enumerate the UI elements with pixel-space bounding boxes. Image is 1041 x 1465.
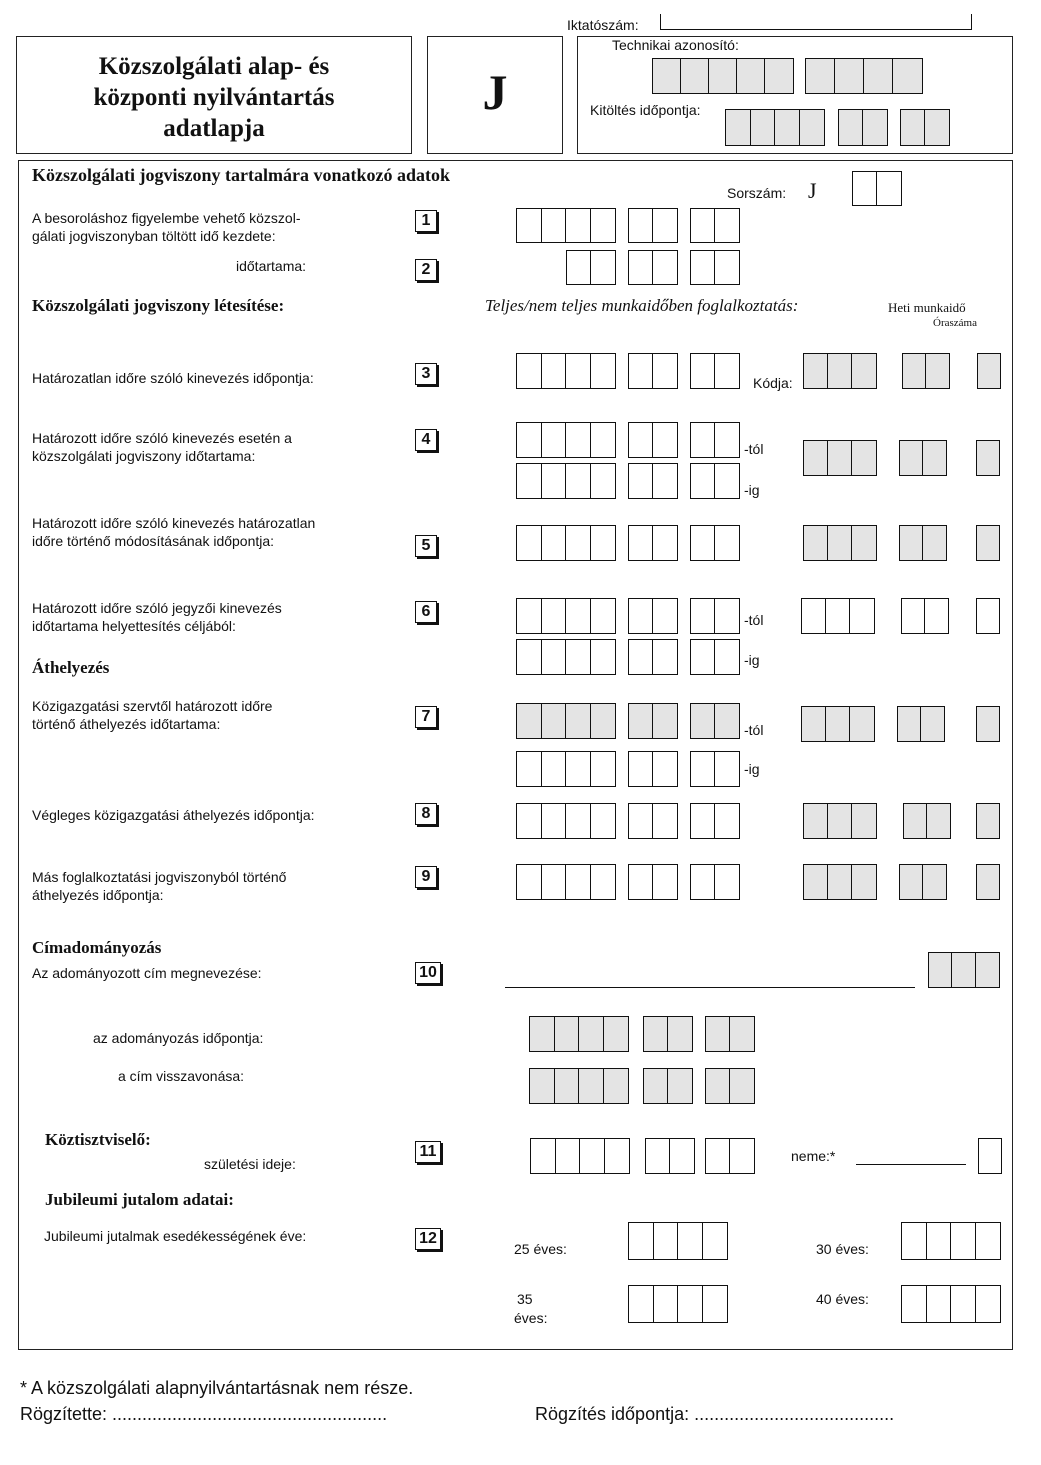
row5-label: Határozott időre szóló kinevezés határozatlan időre történő módosításának időpontja: [32, 515, 316, 549]
row9-year[interactable] [516, 864, 616, 900]
title-name-line[interactable] [505, 987, 915, 988]
row7-to-month[interactable] [628, 751, 678, 787]
fill-date-month[interactable] [838, 109, 888, 146]
title-line1: Közszolgálati alap- és [98, 53, 330, 80]
fill-date-label: Kitöltés időpontja: [590, 102, 701, 118]
row3-code[interactable] [803, 353, 877, 389]
row4-label: Határozott időre szóló kinevezés esetén a közszolgálati jogviszony időtartama: [32, 430, 292, 464]
row-number-5: 5 [415, 535, 437, 557]
tech-id-group-2[interactable] [805, 58, 923, 94]
row6-hours[interactable] [901, 598, 949, 634]
y40-field[interactable] [901, 1285, 1001, 1323]
row12-label: Jubileumi jutalmak esedékességének éve: [44, 1228, 307, 1244]
row6-code[interactable] [801, 598, 875, 634]
row4-to-year[interactable] [516, 463, 616, 499]
row9-code[interactable] [803, 864, 877, 900]
row8-year[interactable] [516, 803, 616, 839]
form-letter-box [427, 36, 563, 154]
row2-months[interactable] [628, 250, 678, 285]
row8-hours[interactable] [903, 803, 951, 839]
row-number-7: 7 [415, 706, 437, 728]
row4-extra[interactable] [976, 440, 1000, 476]
adom-day[interactable] [705, 1016, 755, 1052]
rogzitette-field[interactable]: Rögzítette: ....................................................... [20, 1404, 388, 1424]
row3-hours[interactable] [902, 353, 950, 389]
row2-days[interactable] [690, 250, 740, 285]
row7-code[interactable] [801, 706, 875, 742]
row9-day[interactable] [690, 864, 740, 900]
form-letter: J [482, 64, 508, 120]
row6-to-month[interactable] [628, 639, 678, 675]
row7-ig: -ig [744, 761, 760, 777]
row7-from-month[interactable] [628, 703, 678, 739]
row10-code[interactable] [928, 952, 1000, 988]
row9-extra[interactable] [976, 864, 1000, 900]
birth-day[interactable] [705, 1138, 755, 1174]
row6-extra[interactable] [976, 598, 1000, 634]
row-number-2: 2 [415, 259, 437, 281]
heti-heading-1: Heti munkaidő [888, 300, 966, 315]
row-number-8: 8 [415, 803, 437, 825]
sorszam-field[interactable] [852, 171, 902, 206]
row6-ig: -ig [744, 652, 760, 668]
row6-from-month[interactable] [628, 598, 678, 634]
birth-month[interactable] [645, 1138, 695, 1174]
row4-code[interactable] [803, 440, 877, 476]
row3-label: Határozatlan időre szóló kinevezés időpontja: [32, 370, 314, 386]
row1-year[interactable] [516, 208, 616, 243]
row-number-10: 10 [415, 962, 441, 984]
row5-day[interactable] [690, 525, 740, 561]
visszavonas-year[interactable] [529, 1068, 629, 1104]
visszavonas-month[interactable] [643, 1068, 693, 1104]
row2-years[interactable] [566, 250, 616, 285]
row4-to-day[interactable] [690, 463, 740, 499]
row7-extra[interactable] [976, 706, 1000, 742]
row8-day[interactable] [690, 803, 740, 839]
row4-ig: -ig [744, 482, 760, 498]
row8-month[interactable] [628, 803, 678, 839]
kodja-label: Kódja: [753, 375, 793, 391]
neme-line[interactable] [856, 1164, 966, 1165]
row6-label: Határozott időre szóló jegyzői kinevezés időtartama helyettesítés céljából: [32, 600, 282, 634]
row11-label: születési ideje: [204, 1156, 296, 1172]
row9-month[interactable] [628, 864, 678, 900]
y30-field[interactable] [901, 1222, 1001, 1260]
row5-month[interactable] [628, 525, 678, 561]
row4-hours[interactable] [899, 440, 947, 476]
athelyezes-heading: Áthelyezés [32, 658, 110, 677]
row1-month[interactable] [628, 208, 678, 243]
row7-from-day[interactable] [690, 703, 740, 739]
row1-day[interactable] [690, 208, 740, 243]
neme-field[interactable] [978, 1138, 1002, 1174]
row8-label: Végleges közigazgatási áthelyezés időpontja: [32, 807, 315, 823]
rogzites-idopontja-field[interactable]: Rögzítés időpontja: ........................................ [535, 1404, 895, 1424]
teljes-heading: Teljes/nem teljes munkaidőben foglalkoztatás: [485, 296, 799, 315]
row7-hours[interactable] [897, 706, 945, 742]
row-number-12: 12 [415, 1228, 441, 1250]
row7-to-year[interactable] [516, 751, 616, 787]
row7-tol: -tól [744, 722, 764, 738]
row8-code[interactable] [803, 803, 877, 839]
row4-to-month[interactable] [628, 463, 678, 499]
row9-hours[interactable] [899, 864, 947, 900]
row3-year[interactable] [516, 353, 616, 389]
row6-from-day[interactable] [690, 598, 740, 634]
row5-code[interactable] [803, 525, 877, 561]
row-number-11: 11 [415, 1141, 441, 1163]
row-number-1: 1 [415, 210, 437, 232]
row1-label: A besoroláshoz figyelembe vehető közszol- gálati jogviszonyban töltött idő kezdete: [32, 210, 301, 244]
adom-month[interactable] [643, 1016, 693, 1052]
section-title: Közszolgálati jogviszony tartalmára vonatkozó adatok [32, 165, 450, 185]
row2-label: időtartama: [236, 258, 307, 274]
tech-id-label: Technikai azonosító: [612, 37, 739, 53]
row8-extra[interactable] [976, 803, 1000, 839]
row7-from-year[interactable] [516, 703, 616, 739]
y35-field[interactable] [628, 1285, 728, 1323]
fill-date-year[interactable] [725, 109, 825, 146]
fill-date-day[interactable] [900, 109, 950, 146]
row9-label: Más foglalkoztatási jogviszonyból történő áthelyezés időpontja: [32, 869, 287, 903]
row-number-3: 3 [415, 363, 437, 385]
row10-label: Az adományozott cím megnevezése: [32, 965, 262, 981]
visszavonas-label: a cím visszavonása: [118, 1068, 245, 1084]
row5-hours[interactable] [899, 525, 947, 561]
visszavonas-day[interactable] [705, 1068, 755, 1104]
koztisztviselo-heading: Köztisztviselő: [45, 1130, 151, 1149]
birth-year[interactable] [530, 1138, 630, 1174]
row-number-4: 4 [415, 429, 437, 451]
y25-label: 25 éves: [514, 1241, 567, 1257]
y25-field[interactable] [628, 1222, 728, 1260]
iktatoszam-label: Iktatószám: [567, 17, 639, 33]
cim-heading: Címadományozás [32, 938, 162, 957]
footer-note: * A közszolgálati alapnyilvántartásnak nem része. [20, 1378, 414, 1398]
row3-extra[interactable] [977, 353, 1001, 389]
row5-extra[interactable] [976, 525, 1000, 561]
title-line2: központi nyilvántartás [93, 84, 335, 111]
heti-heading-2: Óraszáma [933, 317, 977, 329]
row-number-6: 6 [415, 601, 437, 623]
title-box [16, 36, 412, 154]
row6-from-year[interactable] [516, 598, 616, 634]
neme-label: neme:* [791, 1148, 836, 1164]
row4-from-day[interactable] [690, 422, 740, 458]
row7-to-day[interactable] [690, 751, 740, 787]
row5-year[interactable] [516, 525, 616, 561]
adomanyozas-label: az adományozás időpontja: [93, 1030, 264, 1046]
letesites-heading: Közszolgálati jogviszony létesítése: [32, 296, 285, 315]
tech-id-group-1[interactable] [652, 58, 794, 94]
iktatoszam-field[interactable] [660, 14, 972, 30]
y30-label: 30 éves: [816, 1241, 869, 1257]
title-line3: adatlapja [163, 115, 265, 142]
row3-month[interactable] [628, 353, 678, 389]
row6-to-day[interactable] [690, 639, 740, 675]
row6-tol: -tól [744, 612, 764, 628]
y35-label: 35 éves: [514, 1291, 548, 1326]
row4-from-year[interactable] [516, 422, 616, 458]
row4-from-month[interactable] [628, 422, 678, 458]
sorszam-value: J [808, 178, 817, 203]
row4-tol: -tól [744, 441, 764, 457]
row6-to-year[interactable] [516, 639, 616, 675]
row3-day[interactable] [690, 353, 740, 389]
jubileumi-heading: Jubileumi jutalom adatai: [45, 1190, 234, 1209]
row-number-9: 9 [415, 866, 437, 888]
sorszam-label: Sorszám: [727, 185, 787, 201]
row7-label: Közigazgatási szervtől határozott időre történő áthelyezés időtartama: [32, 698, 273, 732]
y40-label: 40 éves: [816, 1291, 869, 1307]
adom-year[interactable] [529, 1016, 629, 1052]
